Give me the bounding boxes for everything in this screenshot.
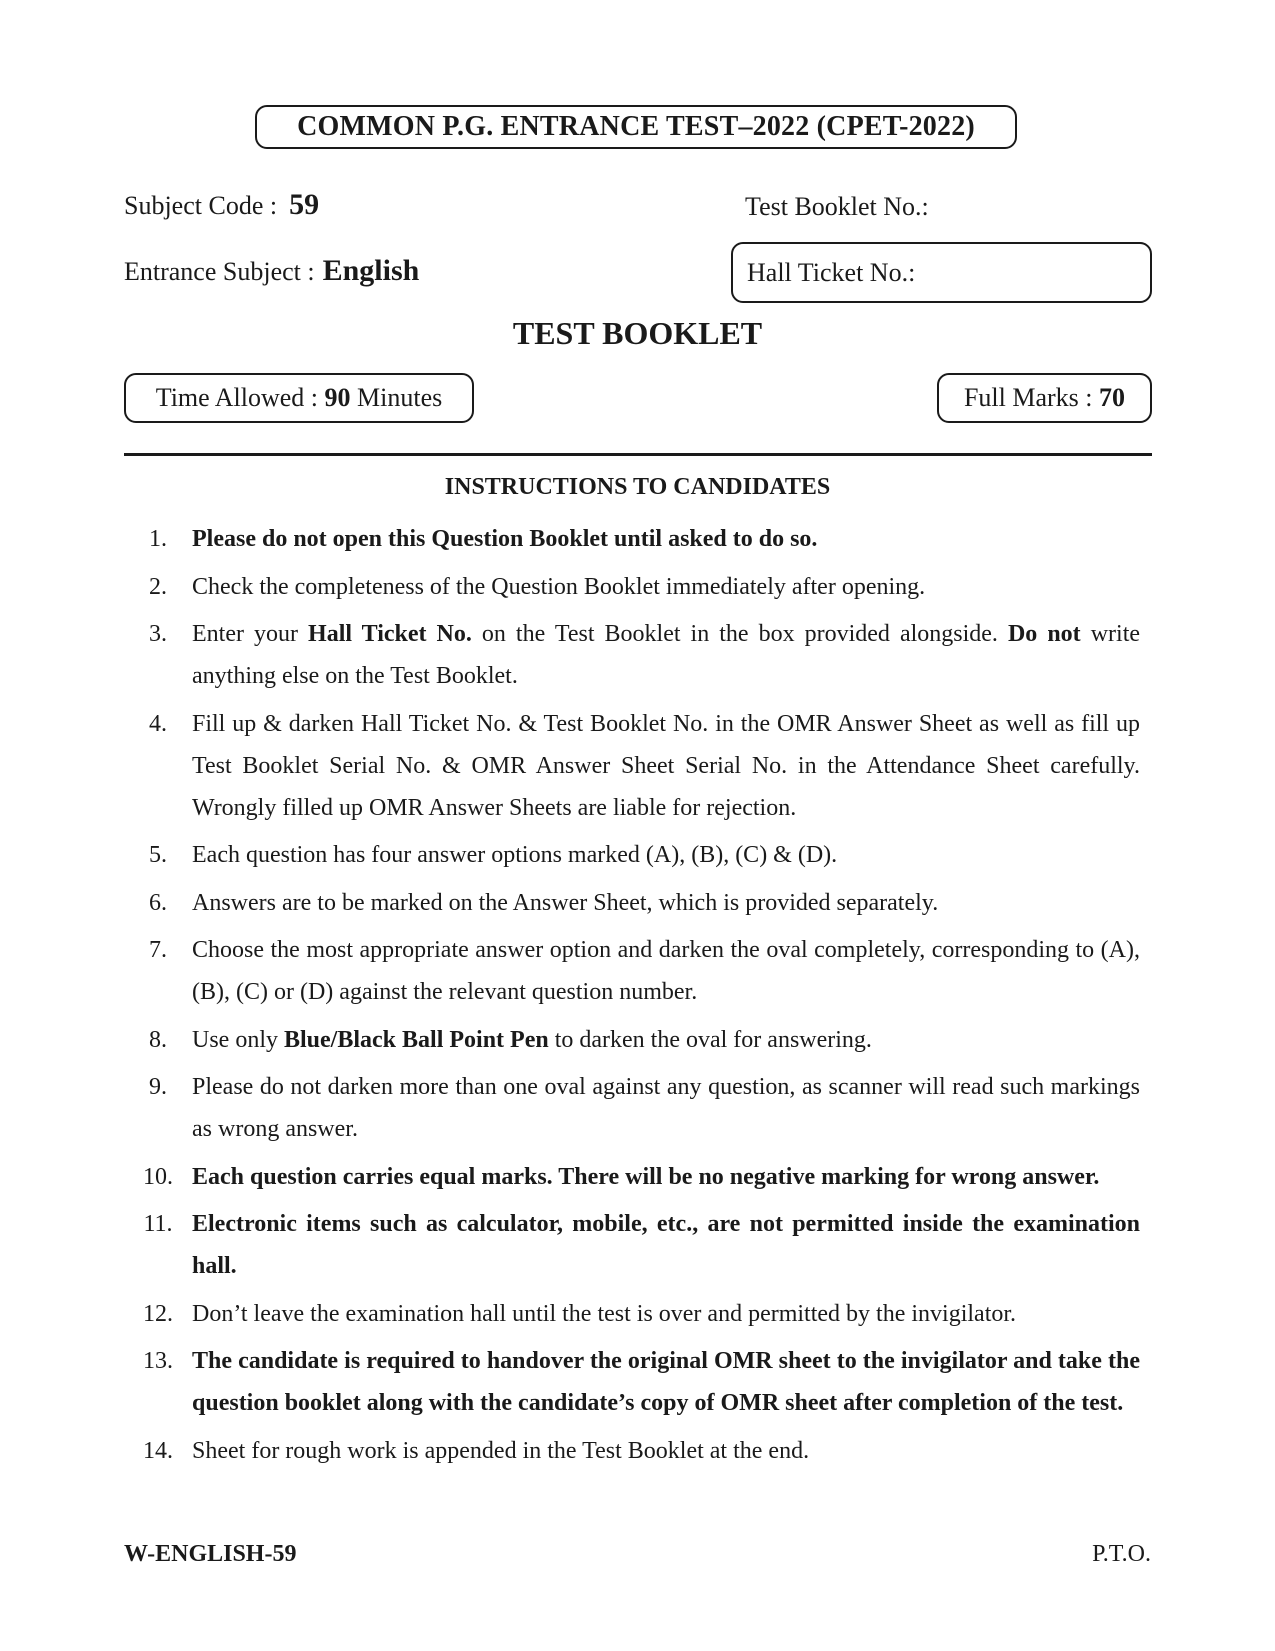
instruction-item — [124, 1066, 1140, 1150]
footer-code: W-ENGLISH-59 — [124, 1541, 297, 1567]
instruction-item — [124, 1293, 1140, 1335]
instruction-text-part: Check the completeness of the Question Booklet immediately after opening. — [192, 573, 926, 600]
hall-ticket-label: Hall Ticket No.: — [747, 257, 916, 287]
instruction-text-bold: Electronic items such as calculator, mobile, etc., are not permitted inside the examination hall. — [192, 1211, 1140, 1279]
instruction-item — [124, 613, 1140, 697]
time-allowed-unit: Minutes — [357, 383, 443, 412]
time-allowed-label: Time Allowed : — [155, 383, 319, 412]
hall-ticket-box[interactable] — [731, 242, 1152, 303]
instruction-text-part: Answers are to be marked on the Answer Sheet, which is provided separately. — [192, 889, 939, 916]
booklet-heading: TEST BOOKLET — [512, 315, 763, 351]
instruction-number: 10. — [143, 1163, 173, 1190]
instruction-number: 3. — [149, 621, 167, 647]
instruction-number: 4. — [149, 710, 167, 737]
instruction-text — [192, 1156, 1140, 1198]
instruction-item — [124, 882, 1140, 924]
instruction-text-part: to darken the oval for answering. — [548, 1026, 872, 1053]
instruction-text-bold: The candidate is required to handover the original OMR sheet to the invigilator and take the question booklet along with the candidate’s copy of OMR sheet after completion of the test. — [192, 1348, 1140, 1416]
instruction-text — [192, 1430, 1140, 1472]
instruction-text-part: Sheet for rough work is appended in the Test Booklet at the end. — [192, 1437, 810, 1464]
subject-code — [124, 188, 319, 222]
instruction-number: 9. — [149, 1074, 167, 1100]
instruction-text-part: Don’t leave the examination hall until the test is over and permitted by the invigilator. — [192, 1300, 1017, 1327]
instruction-item — [124, 1156, 1140, 1198]
divider — [124, 453, 1152, 456]
footer-pto: P.T.O. — [1092, 1541, 1151, 1567]
instruction-text — [192, 613, 1140, 697]
instruction-text — [192, 929, 1140, 1013]
instruction-item — [124, 1019, 1140, 1061]
instructions-list — [124, 518, 1140, 1477]
instruction-number: 11. — [143, 1211, 173, 1237]
time-allowed-box — [124, 373, 474, 423]
instruction-text — [192, 1340, 1140, 1424]
entrance-subject — [124, 254, 419, 288]
instructions-heading: INSTRUCTIONS TO CANDIDATES — [444, 474, 831, 500]
full-marks-label: Full Marks : — [963, 383, 1093, 412]
exam-title-box — [255, 105, 1017, 149]
instruction-text — [192, 703, 1140, 829]
instruction-text-part: Fill up & darken Hall Ticket No. & Test Booklet No. in the OMR Answer Sheet as well as fill up Test Booklet Serial No. & OMR Answer Sheet Serial No. in the Attendance Sheet carefully. Wrongly filled up OMR Answer Sheets are liable for rejection. — [192, 710, 1140, 821]
instruction-text — [192, 1066, 1140, 1150]
entrance-subject-value: English — [322, 254, 420, 287]
instruction-item — [124, 1203, 1140, 1287]
instruction-text — [192, 566, 1140, 608]
instruction-item — [124, 929, 1140, 1013]
exam-title: COMMON P.G. ENTRANCE TEST–2022 (CPET-2022) — [297, 111, 975, 142]
instruction-text-bold: Please do not open this Question Booklet until asked to do so. — [192, 526, 818, 552]
instruction-number: 13. — [143, 1348, 173, 1374]
instruction-text-bold: Each question carries equal marks. There will be no negative marking for wrong answer. — [192, 1163, 1100, 1190]
instruction-text — [192, 882, 1140, 924]
instruction-text-part: Please do not darken more than one oval against any question, as scanner will read such markings as wrong answer. — [192, 1074, 1140, 1142]
instruction-item — [124, 518, 1140, 560]
instruction-text — [192, 1203, 1140, 1287]
instruction-number: 5. — [149, 842, 167, 868]
test-booklet-no-label: Test Booklet No.: — [745, 192, 929, 221]
instruction-text-bold: Do not — [1007, 621, 1081, 647]
instruction-number: 12. — [143, 1300, 173, 1327]
instruction-text-part: write anything else on the Test Booklet. — [192, 621, 1141, 689]
instruction-item — [124, 834, 1140, 876]
instruction-number: 7. — [149, 937, 167, 963]
instruction-item — [124, 703, 1140, 829]
instruction-number: 14. — [143, 1437, 173, 1464]
instruction-text-bold: Blue/Black Ball Point Pen — [284, 1026, 549, 1053]
instruction-text-bold: Hall Ticket No. — [308, 621, 472, 647]
instruction-text-part: Choose the most appropriate answer option and darken the oval completely, corresponding to (A), (B), (C) or (D) against the relevant question number. — [192, 937, 1140, 1005]
instruction-text — [192, 834, 1140, 876]
instruction-number: 2. — [149, 573, 167, 600]
time-allowed-value: 90 — [324, 383, 351, 412]
instruction-text-part: Enter your — [192, 621, 309, 647]
instruction-text-part: Each question has four answer options marked (A), (B), (C) & (D). — [192, 842, 838, 868]
entrance-subject-label: Entrance Subject : — [124, 257, 315, 286]
instruction-text-part: Use only — [192, 1026, 284, 1053]
subject-code-label: Subject Code : — [124, 191, 278, 220]
instruction-item — [124, 1340, 1140, 1424]
instruction-text — [192, 1019, 1140, 1061]
instruction-text — [192, 518, 1140, 560]
instruction-item — [124, 566, 1140, 608]
full-marks-value: 70 — [1099, 383, 1126, 412]
instruction-text — [192, 1293, 1140, 1335]
instruction-text-part: on the Test Booklet in the box provided alongside. — [471, 621, 1008, 647]
instruction-number: 1. — [149, 526, 167, 552]
instruction-number: 8. — [149, 1026, 167, 1053]
instruction-number: 6. — [149, 889, 167, 916]
full-marks-box — [937, 373, 1152, 423]
instruction-item — [124, 1430, 1140, 1472]
subject-code-value: 59 — [289, 188, 320, 221]
